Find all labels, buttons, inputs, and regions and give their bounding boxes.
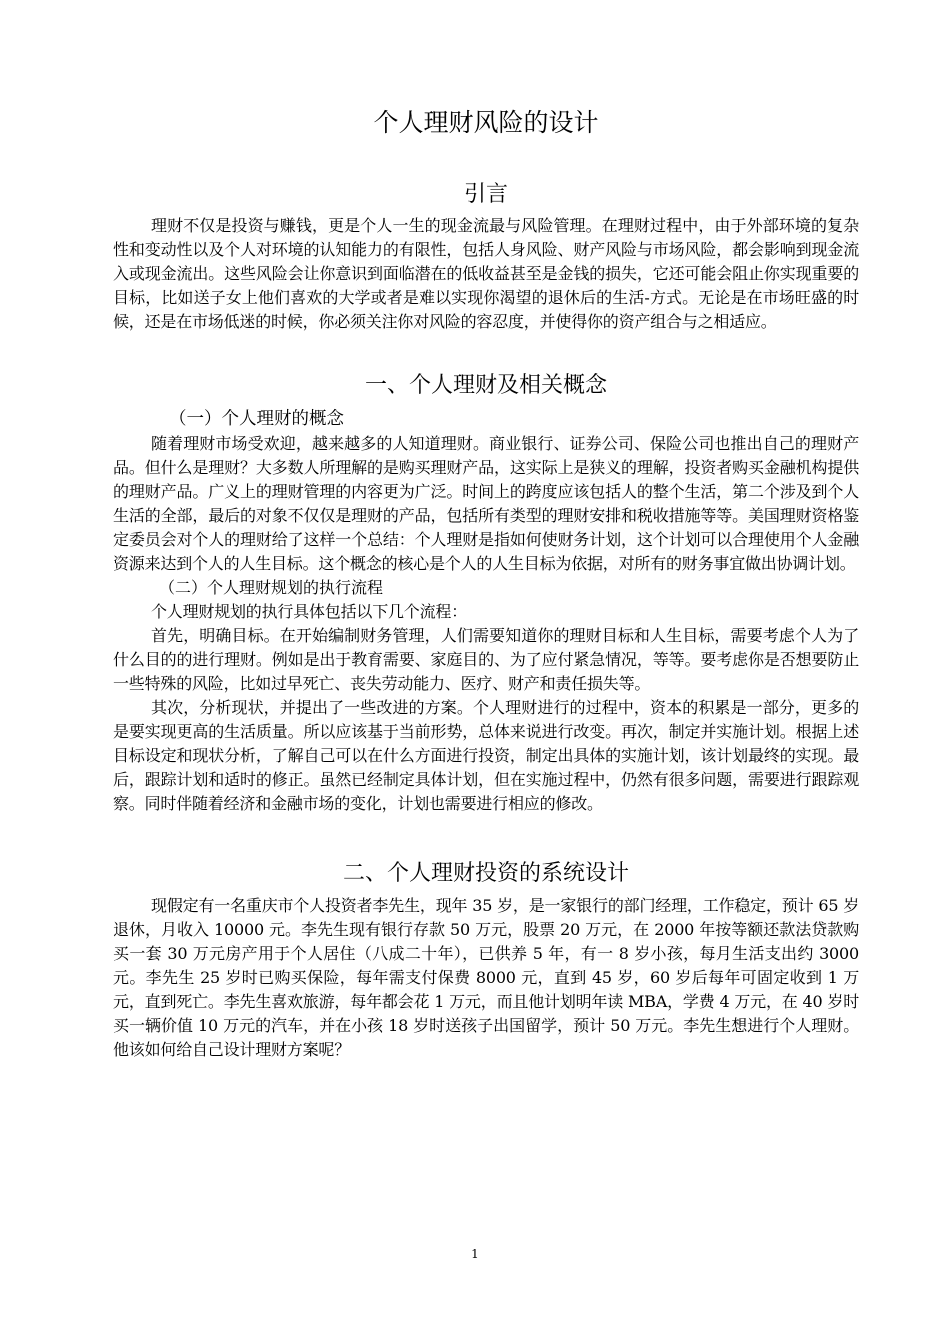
section-2-paragraph: 现假定有一名重庆市个人投资者李先生，现年 35 岁，是一家银行的部门经理，工作稳定，预计 65 岁退休，月收入 10000 元。李先生现有银行存款 50 万元，股票 20 万元，在 2000 年按等额还款法贷款购买一套 30 万元房产用于个人居住（八成二十年），已供养 5 年，有一 8 岁小孩，每月生活支出约 3000 元。李先生 25 岁时已购买保险，每年需支付保费 8000 元，直到 45 岁，60 岁后每年可固定收到 1 万元，直到死亡。李先生喜欢旅游，每年都会花 1 万元，而且他计划明年读 MBA，学费 4 万元，在 40 岁时买一辆价值 10 万元的汽车，并在小孩 18 岁时送孩子出国留学，预计 50 万元。李先生想进行个人理财。他该如何给自己设计理财方案呢？: [113, 896, 859, 1059]
subsection-1-heading: （一）个人理财的概念: [169, 409, 344, 429]
subsection-2-paragraph-2: 其次，分析现状，并提出了一些改进的方案。个人理财进行的过程中，资本的积累是一部分，更多的是要实现更高的生活质量。所以应该基于当前形势，总体来说进行改变。再次，制定并实施计划。根据上述目标设定和现状分析，了解自己可以在什么方面进行投资，制定出具体的实施计划，该计划最终的实现。最后，跟踪计划和适时的修正。虽然已经制定具体计划，但在实施过程中，仍然有很多问题，需要进行跟踪观察。同时伴随着经济和金融市场的变化，计划也需要进行相应的修改。: [113, 698, 859, 813]
section-2-heading: 二、个人理财投资的系统设计: [342, 861, 629, 886]
document-title: 个人理财风险的设计: [373, 108, 599, 137]
subsection-1-paragraph: 随着理财市场受欢迎，越来越多的人知道理财。商业银行、证券公司、保险公司也推出自己的理财产品。但什么是理财？大多数人所理解的是购买理财产品，这实际上是狭义的理解，投资者购买金融机构提供的理财产品。广义上的理财管理的内容更为广泛。时间上的跨度应该包括人的整个生活，第二个涉及到个人生活的全部，最后的对象不仅仅是理财的产品，包括所有类型的理财安排和税收措施等等。美国理财资格鉴定委员会对个人的理财给了这样一个总结：个人理财是指如何使财务计划，这个计划可以合理使用个人金融资源来达到个人的人生目标。这个概念的核心是个人的人生目标为依据，对所有的财务事宜做出协调计划。: [113, 434, 859, 573]
subsection-2-heading: （二）个人理财规划的执行流程: [159, 578, 384, 597]
page-content: [113, 100, 859, 1062]
subsection-2-paragraph-1: 首先，明确目标。在开始编制财务管理，人们需要知道你的理财目标和人生目标，需要考虑个人为了什么目的的进行理财。例如是出于教育需要、家庭目的、为了应付紧急情况，等等。要考虑你是否想要防止一些特殊的风险，比如过早死亡、丧失劳动能力、医疗、财产和责任损失等。: [113, 626, 859, 693]
intro-paragraph: 理财不仅是投资与赚钱，更是个人一生的现金流最与风险管理。在理财过程中，由于外部环境的复杂性和变动性以及个人对环境的认知能力的有限性，包括人身风险、财产风险与市场风险，都会影响到现金流入或现金流出。这些风险会让你意识到面临潜在的低收益甚至是金钱的损失，它还可能会阻止你实现重要的目标，比如送子女上他们喜欢的大学或者是难以实现你渴望的退休后的生活-方式。无论是在市场旺盛的时候，还是在市场低迷的时候，你必须关注你对风险的容忍度，并使得你的资产组合与之相适应。: [113, 216, 859, 331]
intro-heading: 引言: [463, 182, 508, 207]
section-1-heading: 一、个人理财及相关概念: [364, 373, 607, 398]
page-number: 1: [471, 1247, 479, 1261]
subsection-2-intro: 个人理财规划的执行具体包括以下几个流程：: [151, 602, 468, 621]
